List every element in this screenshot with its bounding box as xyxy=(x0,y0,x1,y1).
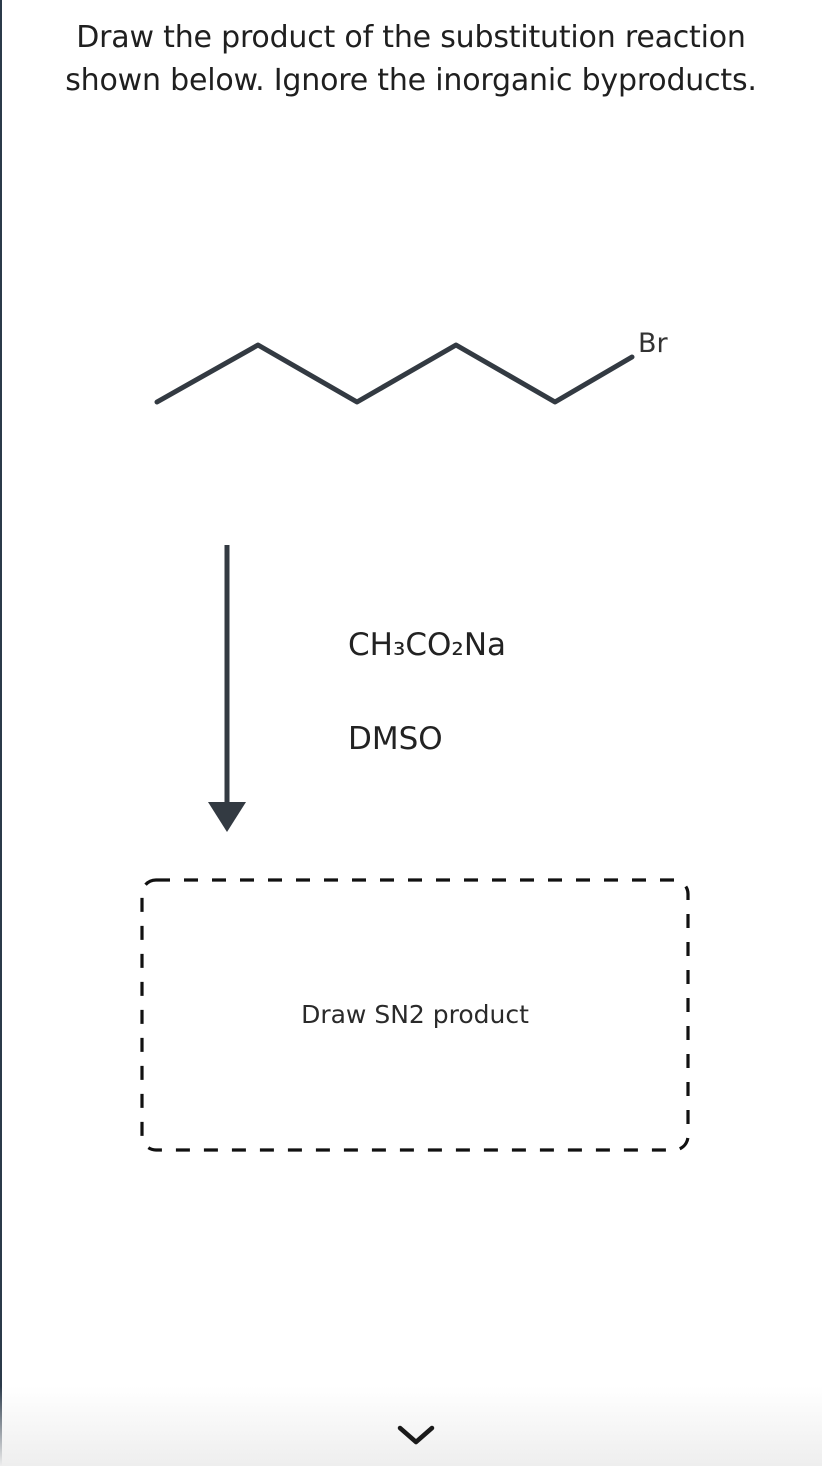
bromine-label: Br xyxy=(638,328,668,359)
reagent-sodium-acetate: CH₃CO₂Na xyxy=(348,627,507,663)
chevron-down-icon[interactable] xyxy=(394,1420,438,1450)
reagent-solvent: DMSO xyxy=(348,721,443,757)
answer-drop-zone-label[interactable]: Draw SN2 product xyxy=(301,1000,529,1029)
prompt-line-1: Draw the product of the substitution reaction xyxy=(76,20,746,55)
prompt-line-2: shown below. Ignore the inorganic byproducts. xyxy=(65,63,757,98)
